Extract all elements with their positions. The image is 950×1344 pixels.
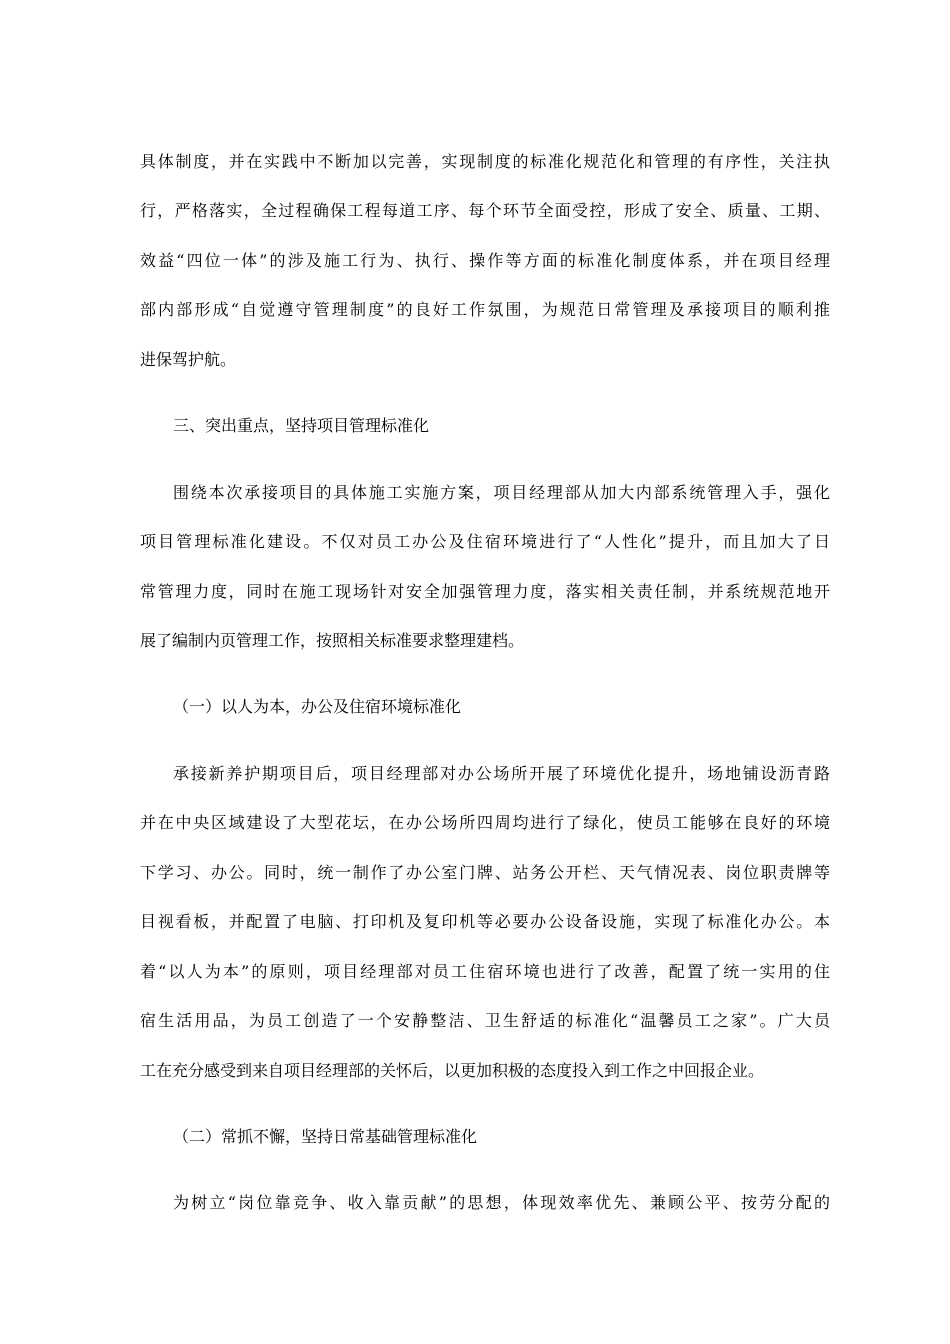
subsection-heading: （二）常抓不懈，坚持日常基础管理标准化 [173,1127,478,1146]
paragraph-line: 具体制度，并在实践中不断加以完善，实现制度的标准化规范化和管理的有序性，关注执 [140,152,830,171]
paragraph-line: 围绕本次承接项目的具体施工实施方案，项目经理部从加大内部系统管理入手，强化 [173,483,830,502]
paragraph-line: 进保驾护航。 [140,350,237,369]
paragraph-line: 工在充分感受到来自项目经理部的关怀后，以更加积极的态度投入到工作之中回报企业。 [140,1061,765,1080]
paragraph-line: 承接新养护期项目后，项目经理部对办公场所开展了环境优化提升，场地铺设沥青路 [173,764,830,783]
paragraph-line: 宿生活用品，为员工创造了一个安静整洁、卫生舒适的标准化“温馨员工之家”。广大员 [140,1011,830,1030]
paragraph-line: 展了编制内页管理工作，按照相关标准要求整理建档。 [140,631,525,650]
paragraph-line: 行，严格落实，全过程确保工程每道工序、每个环节全面受控，形成了安全、质量、工期、 [140,201,830,220]
paragraph-line: 项目管理标准化建设。不仅对员工办公及住宿环境进行了“人性化”提升，而且加大了日 [140,532,830,551]
paragraph-line: 着“以人为本”的原则，项目经理部对员工住宿环境也进行了改善，配置了统一实用的住 [140,962,830,981]
paragraph-line: 目视看板，并配置了电脑、打印机及复印机等必要办公设备设施，实现了标准化办公。本 [140,912,830,931]
paragraph-line: 为树立“岗位靠竞争、收入靠贡献”的思想，体现效率优先、兼顾公平、按劳分配的 [173,1193,830,1212]
subsection-heading: （一）以人为本，办公及住宿环境标准化 [173,697,462,716]
section-heading: 三、突出重点，坚持项目管理标准化 [173,416,430,435]
paragraph-line: 部内部形成“自觉遵守管理制度”的良好工作氛围，为规范日常管理及承接项目的顺利推 [140,300,830,319]
paragraph-line: 并在中央区域建设了大型花坛，在办公场所四周均进行了绿化，使员工能够在良好的环境 [140,813,830,832]
paragraph-line: 常管理力度，同时在施工现场针对安全加强管理力度，落实相关责任制，并系统规范地开 [140,582,830,601]
paragraph-line: 效益“四位一体”的涉及施工行为、执行、操作等方面的标准化制度体系，并在项目经理 [140,251,830,270]
paragraph-line: 下学习、办公。同时，统一制作了办公室门牌、站务公开栏、天气情况表、岗位职责牌等 [140,863,830,882]
